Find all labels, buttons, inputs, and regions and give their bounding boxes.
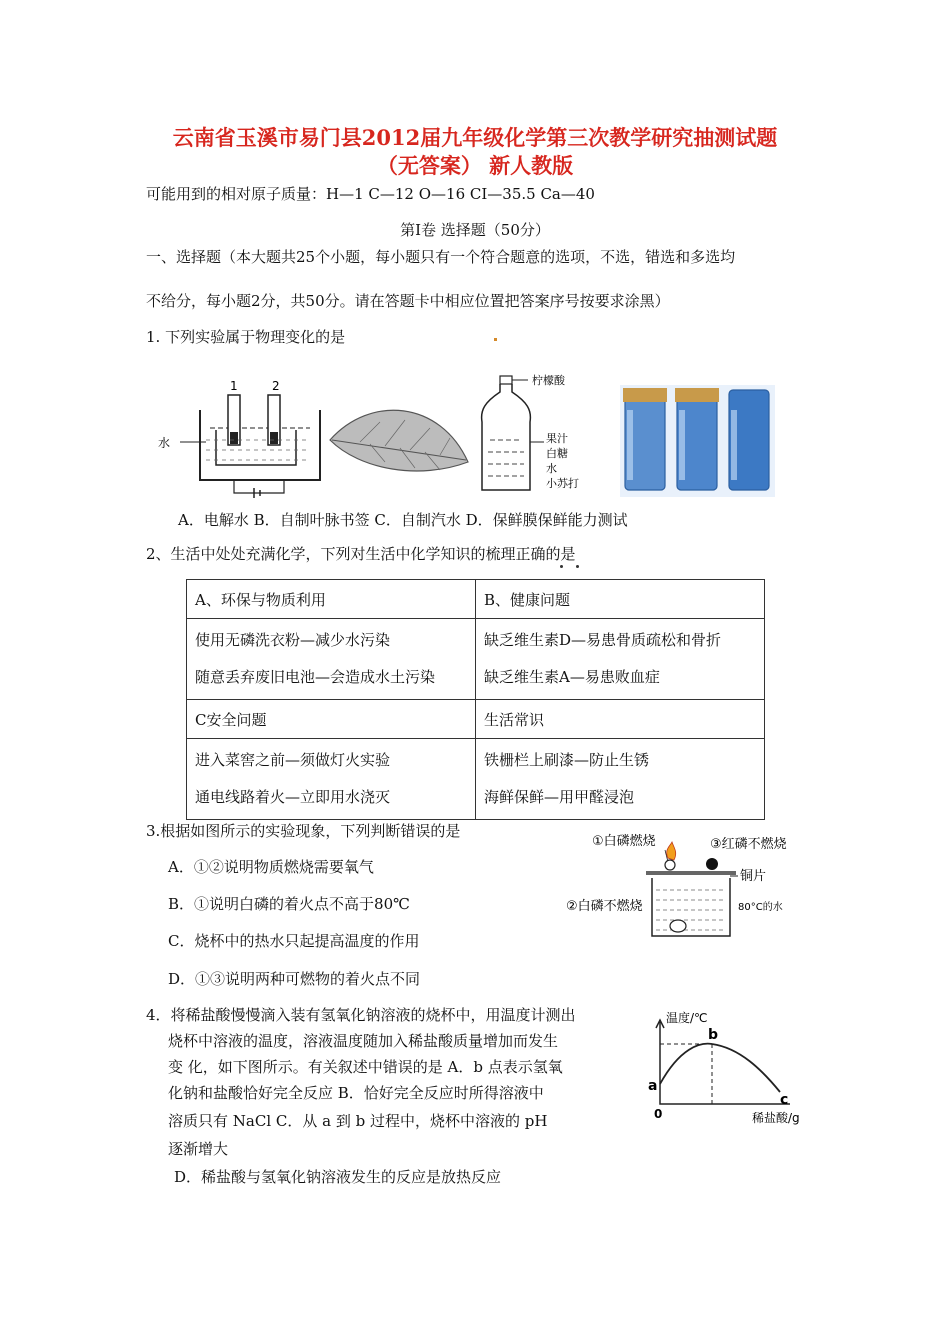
- q3-option-a: A．①②说明物质燃烧需要氧气: [168, 858, 374, 876]
- point-b-label: b: [708, 1027, 719, 1043]
- leaf-figure: [330, 410, 468, 471]
- table-cell: B、健康问题: [476, 580, 765, 619]
- cell-line: 海鲜保鲜—用甲醛浸泡: [484, 788, 635, 806]
- label-white-not-burning: ②白磷不燃烧: [566, 899, 643, 914]
- q3-option-c: C．烧杯中的热水只起提高温度的作用: [168, 932, 420, 950]
- table-cell: [187, 619, 476, 700]
- cell-line: 随意丢弃废旧电池—会造成水土污染: [195, 668, 436, 686]
- cell-line: 通电线路着火—立即用水浇灭: [195, 788, 391, 806]
- label-white-burning: ①白磷燃烧: [592, 834, 656, 849]
- label-copper: 铜片: [740, 869, 767, 884]
- q4-line1: 4．将稀盐酸慢慢滴入装有氢氧化钠溶液的烧杯中，用温度计测出: [146, 1006, 576, 1024]
- label-hot-water: 80°C的水: [738, 902, 783, 913]
- table-cell: [476, 619, 765, 700]
- q3-option-d: D．①③说明两种可燃物的着火点不同: [168, 970, 421, 988]
- q4-line4: 化钠和盐酸恰好完全反应 B．恰好完全反应时所得溶液中: [168, 1084, 544, 1102]
- cell-line: 铁栅栏上刷漆—防止生锈: [484, 751, 650, 769]
- q1-options: A．电解水 B．自制叶脉书签 C．自制汽水 D．保鲜膜保鲜能力测试: [178, 511, 628, 529]
- q4-line3: 变 化，如下图所示。有关叙述中错误的是 A．b 点表示氢氧: [168, 1058, 563, 1076]
- instructions-line2: 不给分，每小题2分，共50分。请在答题卡中相应位置把答案序号按要求涂黑）: [146, 292, 670, 310]
- section-heading: 第Ⅰ卷 选择题（50分）: [400, 221, 550, 239]
- svg-text:1: 1: [230, 379, 238, 393]
- q3-option-b: B．①说明白磷的着火点不高于80℃: [168, 895, 410, 913]
- q4-line5: 溶质只有 NaCl C．从 a 到 b 过程中，烧杯中溶液的 pH: [168, 1112, 548, 1130]
- table-cell: C安全问题: [187, 700, 476, 739]
- svg-text:2: 2: [272, 379, 280, 393]
- svg-text:小苏打: 小苏打: [546, 477, 579, 490]
- q4-line2: 烧杯中溶液的温度，溶液温度随加入稀盐酸质量增加而发生: [168, 1032, 559, 1050]
- point-c-label: c: [780, 1092, 789, 1108]
- q3-stem: 3.根据如图所示的实验现象，下列判断错误的是: [146, 822, 461, 840]
- bottle-figure: [482, 373, 579, 490]
- q1-figures: [150, 370, 790, 500]
- q1-stem: 1. 下列实验属于物理变化的是: [146, 328, 346, 346]
- svg-text:白糖: 白糖: [546, 447, 568, 460]
- emphasis-dot: [560, 565, 563, 568]
- cups-photo: [620, 385, 775, 497]
- q4-temperature-graph: [640, 1010, 800, 1130]
- q4-line7: D．稀盐酸与氢氧化钠溶液发生的反应是放热反应: [174, 1168, 502, 1186]
- point-a-label: a: [648, 1078, 658, 1094]
- table-cell: [476, 739, 765, 820]
- label-red-not-burning: ③红磷不燃烧: [710, 837, 787, 852]
- table-cell: [187, 739, 476, 820]
- q2-table: [186, 579, 765, 820]
- y-axis-label: 温度/℃: [666, 1011, 708, 1025]
- cell-line: 进入菜窖之前—须做灯火实验: [195, 751, 391, 769]
- electrolysis-figure: [158, 379, 320, 498]
- table-cell: 生活常识: [476, 700, 765, 739]
- atomic-masses: 可能用到的相对原子质量：H—1 C—12 O—16 CI—35.5 Ca—40: [146, 185, 595, 203]
- origin-label: 0: [654, 1107, 663, 1121]
- cell-line: 缺乏维生素A—易患败血症: [484, 668, 660, 686]
- emphasis-dot: [576, 565, 579, 568]
- x-axis-label: 稀盐酸/g: [752, 1111, 800, 1125]
- doc-title-line2: （无答案） 新人教版: [376, 153, 574, 178]
- q2-stem: 2、生活中处处充满化学，下列对生活中化学知识的梳理正确的是: [146, 545, 576, 563]
- stray-mark: [494, 338, 497, 341]
- svg-text:水: 水: [546, 462, 557, 475]
- instructions-line1: 一、选择题（本大题共25个小题，每小题只有一个符合题意的选项，不选，错选和多选均: [146, 248, 736, 266]
- q3-figure: [560, 828, 800, 948]
- table-cell: A、环保与物质利用: [187, 580, 476, 619]
- svg-text:柠檬酸: 柠檬酸: [532, 374, 565, 387]
- doc-title-line1: 云南省玉溪市易门县2012届九年级化学第三次教学研究抽测试题: [172, 125, 778, 150]
- svg-text:水: 水: [158, 436, 171, 450]
- svg-text:果汁: 果汁: [546, 432, 568, 445]
- cell-line: 使用无磷洗衣粉—减少水污染: [195, 631, 391, 649]
- cell-line: 缺乏维生素D—易患骨质疏松和骨折: [484, 631, 722, 649]
- q4-line6: 逐渐增大: [168, 1140, 229, 1158]
